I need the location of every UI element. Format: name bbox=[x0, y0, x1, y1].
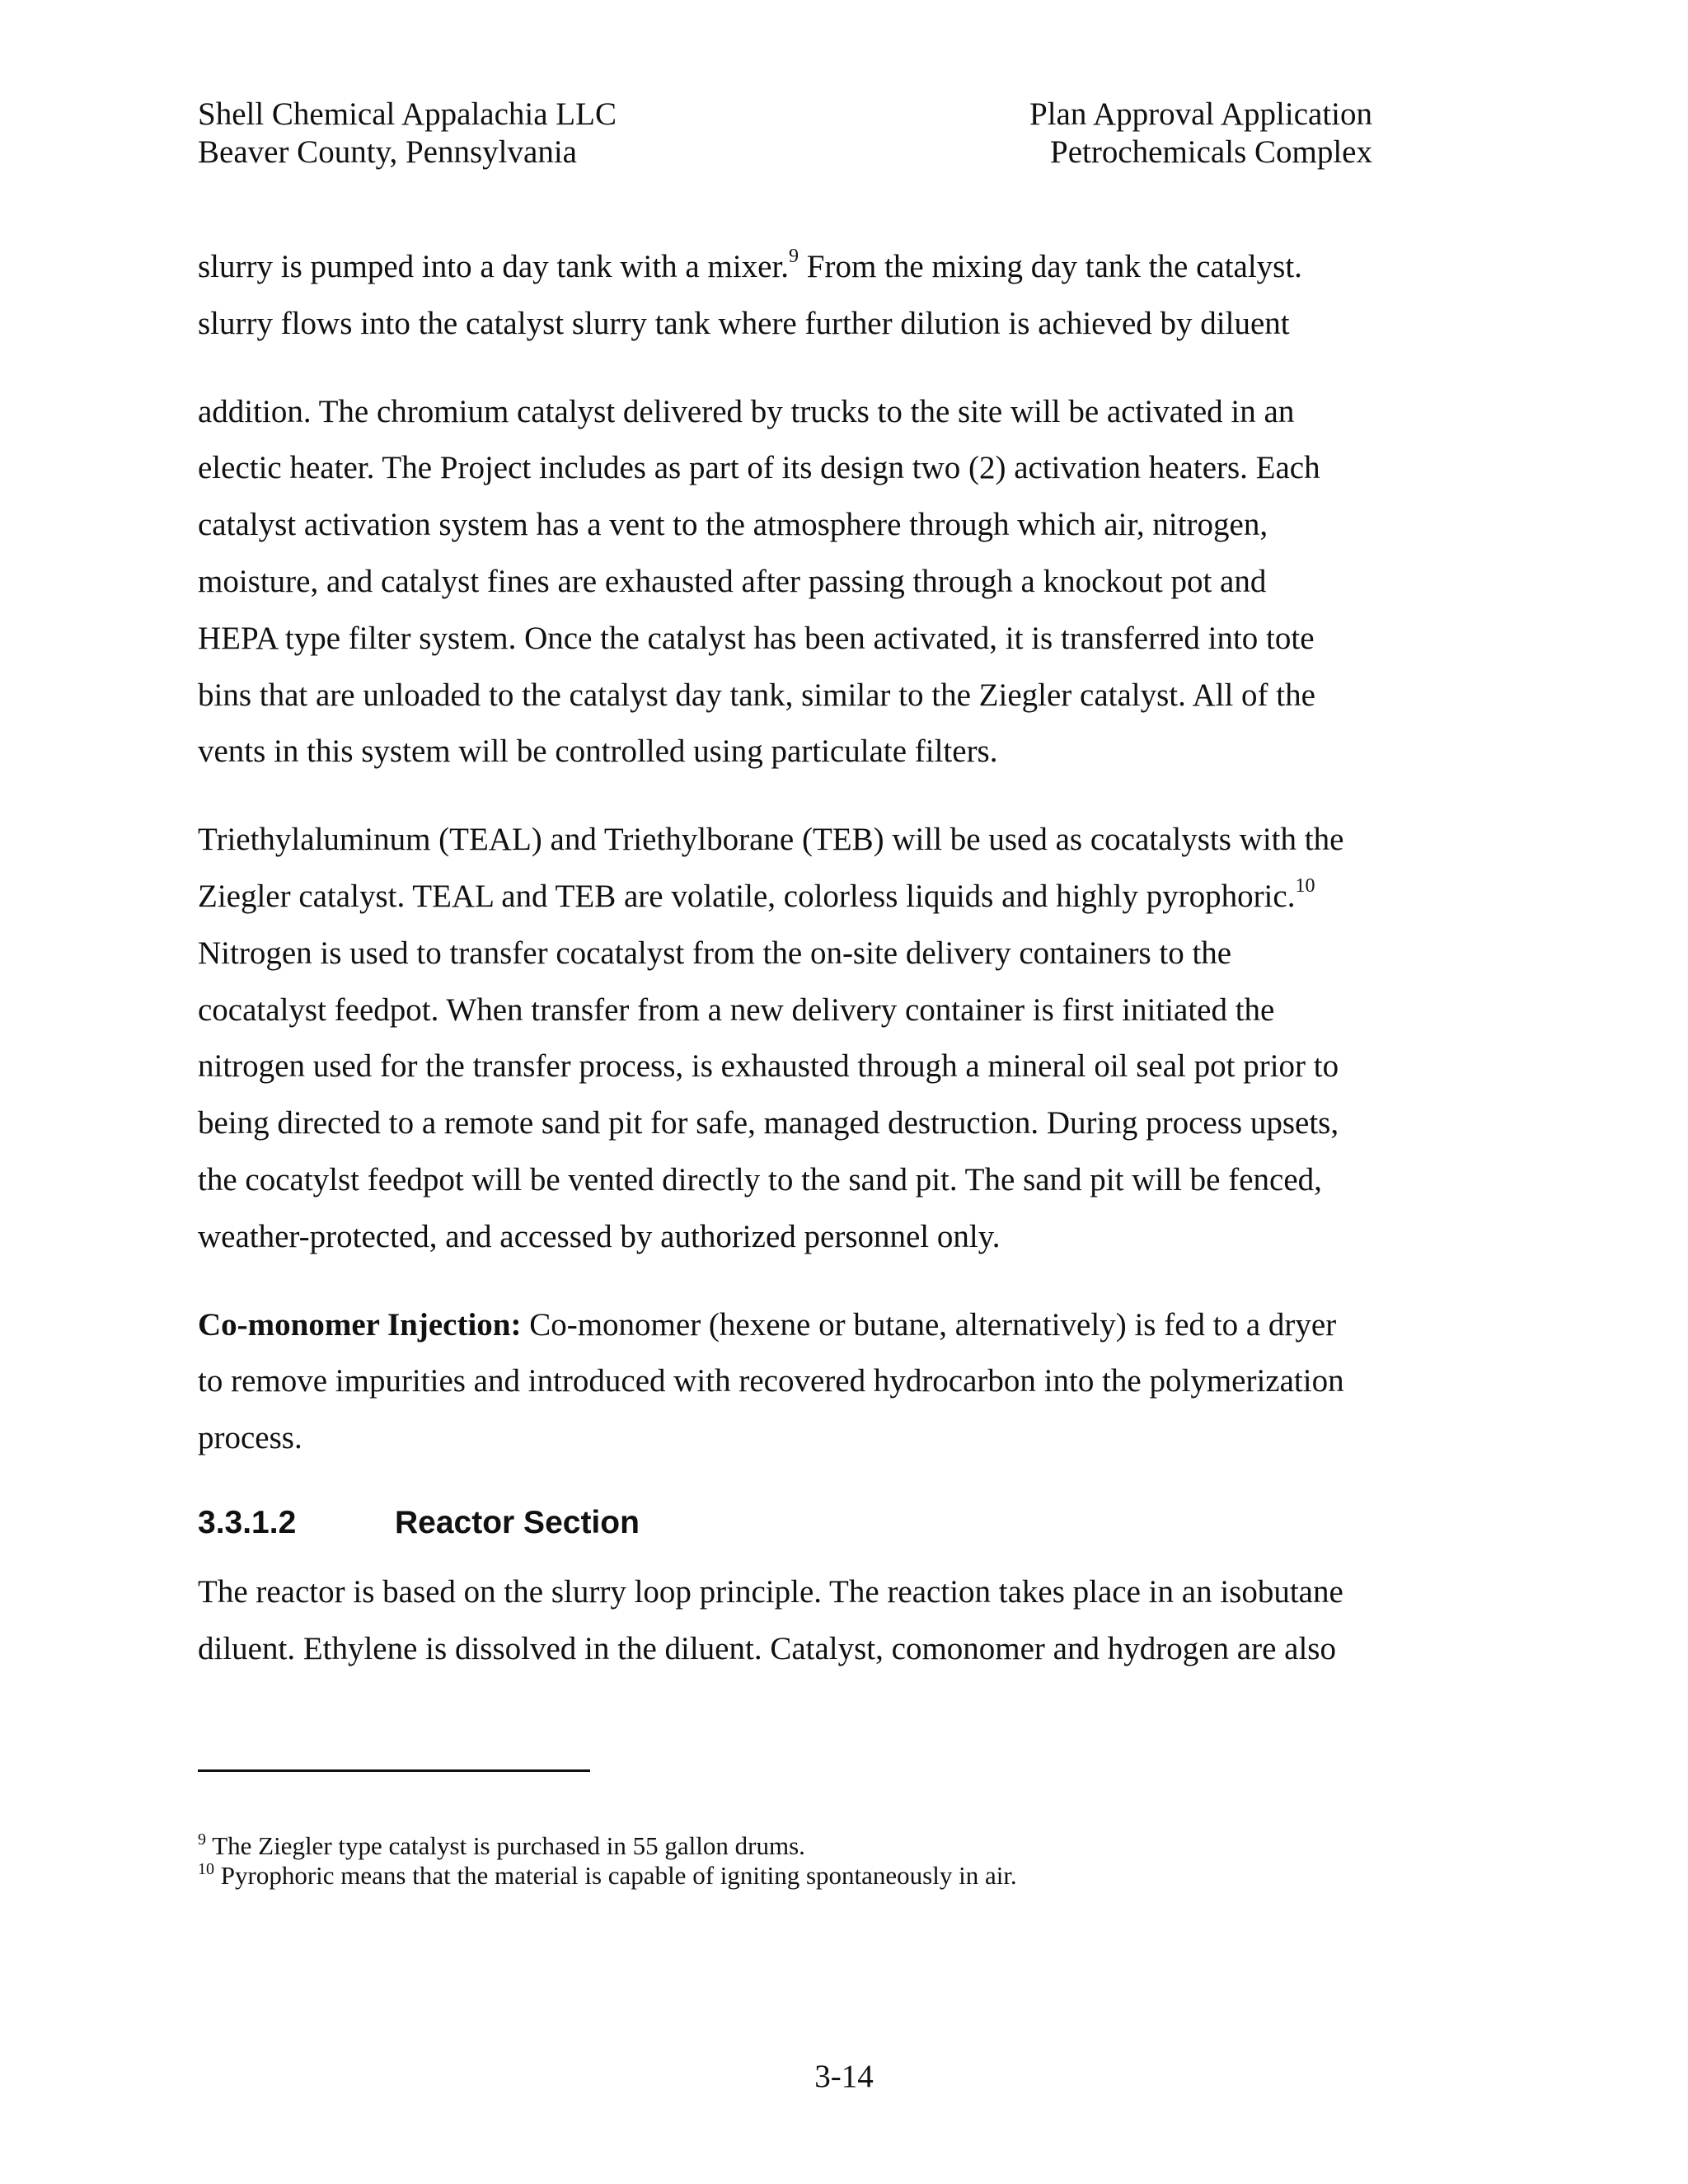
paragraph-run-in-heading: Co-monomer Injection: bbox=[198, 1306, 522, 1343]
section-heading bbox=[198, 1498, 1376, 1548]
paragraph-line: HEPA type filter system. Once the catalyst has been activated, it is transferred into tote bbox=[198, 620, 1315, 656]
paragraph-line bbox=[198, 869, 1376, 926]
section-number: 3.3.1.2 bbox=[198, 1504, 297, 1540]
paragraph-line: bins that are unloaded to the catalyst day tank, similar to the Ziegler catalyst. All of the bbox=[198, 677, 1315, 713]
text-run: slurry is pumped into a day tank with a mixer. bbox=[198, 249, 790, 284]
paragraph-line: to remove impurities and introduced with recovered hydrocarbon into the polymerization bbox=[198, 1363, 1344, 1399]
paragraph-line: The reactor is based on the slurry loop principle. The reaction takes place in an isobutane bbox=[198, 1573, 1343, 1610]
paragraph-line: moisture, and catalyst fines are exhausted after passing through a knockout pot and bbox=[198, 563, 1267, 599]
paragraph-reactor bbox=[198, 1564, 1376, 1678]
paragraph-line: addition. The chromium catalyst delivered by trucks to the site will be activated in an bbox=[198, 393, 1295, 429]
paragraph-line: weather-protected, and accessed by authorized personnel only. bbox=[198, 1218, 1001, 1254]
paragraph-line: Triethylaluminum (TEAL) and Triethylborane (TEB) will be used as cocatalysts with the bbox=[198, 822, 1344, 858]
footnote-ref-9[interactable]: 9 bbox=[789, 246, 799, 267]
paragraph-line: cocatalyst feedpot. When transfer from a new delivery container is first initiated the bbox=[198, 991, 1275, 1028]
footnotes bbox=[198, 1831, 1017, 1891]
body-text bbox=[198, 239, 1376, 1678]
header-location: Beaver County, Pennsylvania bbox=[198, 134, 577, 170]
paragraph-line bbox=[198, 239, 1376, 296]
header-company: Shell Chemical Appalachia LLC bbox=[198, 96, 617, 132]
footnote-text: Pyrophoric means that the material is capable of igniting spontaneously in air. bbox=[214, 1861, 1017, 1890]
paragraph-chromium-catalyst bbox=[198, 384, 1376, 781]
header-right bbox=[1029, 96, 1372, 171]
text-run: Co-monomer (hexene or butane, alternatively) is fed to a dryer bbox=[521, 1306, 1337, 1343]
paragraph-line: diluent. Ethylene is dissolved in the diluent. Catalyst, comonomer and hydrogen are also bbox=[198, 1630, 1336, 1666]
paragraph-line bbox=[198, 1297, 1376, 1354]
footnote-10 bbox=[198, 1861, 1017, 1891]
paragraph-cocatalysts bbox=[198, 812, 1376, 1265]
footnote-separator bbox=[198, 1769, 590, 1772]
footnote-ref-10[interactable]: 10 bbox=[1295, 874, 1315, 897]
paragraph-line: electic heater. The Project includes as part of its design two (2) activation heaters. Each bbox=[198, 450, 1320, 486]
paragraph-line: slurry flows into the catalyst slurry tank where further dilution is achieved by diluent bbox=[198, 305, 1290, 341]
paragraph-line: Nitrogen is used to transfer cocatalyst from the on-site delivery containers to the bbox=[198, 935, 1232, 971]
header-left bbox=[198, 96, 617, 171]
footnote-9 bbox=[198, 1831, 1017, 1861]
page-number: 3-14 bbox=[814, 2059, 874, 2094]
footnote-mark: 9 bbox=[198, 1830, 206, 1849]
paragraph-line: the cocatylst feedpot will be vented directly to the sand pit. The sand pit will be fenced, bbox=[198, 1161, 1322, 1197]
paragraph-line: being directed to a remote sand pit for safe, managed destruction. During process upsets, bbox=[198, 1105, 1339, 1141]
paragraph-line: vents in this system will be controlled using particulate filters. bbox=[198, 733, 998, 770]
header-document-type: Plan Approval Application bbox=[1029, 96, 1372, 132]
paragraph-line: nitrogen used for the transfer process, is exhausted through a mineral oil seal pot prior to bbox=[198, 1048, 1339, 1085]
footnote-mark: 10 bbox=[198, 1860, 214, 1878]
paragraph-comonomer-injection bbox=[198, 1297, 1376, 1467]
section-title: Reactor Section bbox=[395, 1504, 640, 1540]
footnote-text: The Ziegler type catalyst is purchased in 55 gallon drums. bbox=[206, 1831, 805, 1860]
text-run: From the mixing day tank the catalyst. bbox=[799, 249, 1302, 284]
paragraph-line: process. bbox=[198, 1420, 302, 1456]
text-run: Ziegler catalyst. TEAL and TEB are volatile, colorless liquids and highly pyrophoric. bbox=[198, 878, 1296, 914]
paragraph-line: catalyst activation system has a vent to the atmosphere through which air, nitrogen, bbox=[198, 507, 1268, 543]
paragraph-catalyst-slurry bbox=[198, 239, 1376, 353]
header-project: Petrochemicals Complex bbox=[1050, 134, 1372, 170]
